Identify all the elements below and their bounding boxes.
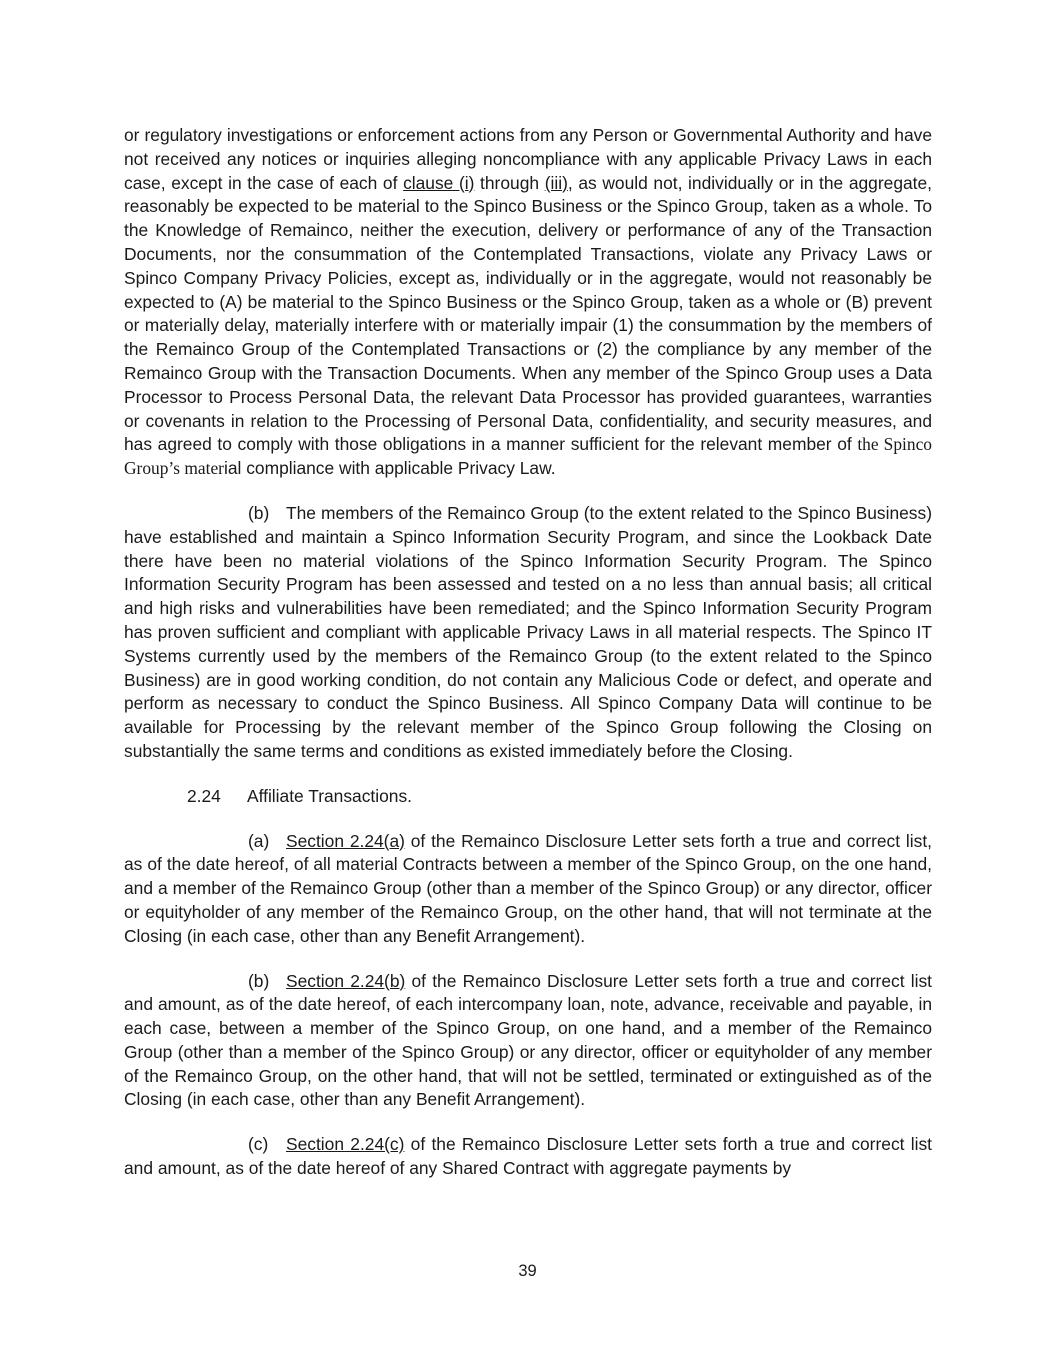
section-reference: Section 2.24(c) (286, 1134, 405, 1155)
text-run-serif: the Spinco Group’s mater (124, 434, 932, 479)
section-number: 2.24 (187, 785, 221, 806)
privacy-paragraph-continued (124, 124, 932, 481)
clause-iii-reference: (iii) (544, 172, 568, 193)
security-paragraph-b (124, 502, 932, 764)
paragraph-label: (c) (248, 1134, 269, 1155)
paragraph-text: of the Remainco Disclosure Letter sets forth a true and correct list and amount, as of the date hereof of any Shared Contract with aggregate payments by (124, 1134, 932, 1179)
text-run: or regulatory investigations or enforcement actions from any Person or Governmental Authority and have not received any notices or inquiries alleging noncompliance with any applicable Privacy Laws in each case, except in the case of each of (124, 125, 932, 193)
paragraph-text: of the Remainco Disclosure Letter sets forth a true and correct list and amount, as of the date hereof, of each intercompany loan, note, advance, receivable and payable, in each case, between a member of the Spinco Group, on one hand, and a member of the Remainco Group (other than a member of the Spinco Group) or any director, officer or equityholder of any member of the Remainco Group, on the other hand, that will not be settled, terminated or extinguished as of the Closing (in each case, other than any Benefit Arrangement). (124, 970, 932, 1110)
paragraph-text: The members of the Remainco Group (to the extent related to the Spinco Business) have established and maintain a Spinco Information Security Program, and since the Lookback Date there have been no material violations of the Spinco Information Security Program. The Spinco Information Security Program has been assessed and tested on a no less than annual basis; all critical and high risks and vulnerabilities have been remediated; and the Spinco Information Security Program has proven sufficient and compliant with applicable Privacy Laws in all material respects. The Spinco IT Systems currently used by the members of the Remainco Group (to the extent related to the Spinco Business) are in good working condition, do not contain any Malicious Code or defect, and operate and perform as necessary to conduct the Spinco Business. All Spinco Company Data will continue to be available for Processing by the relevant member of the Spinco Group following the Closing on substantially the same terms and conditions as existed immediately before the Closing. (124, 502, 932, 761)
page-number: 39 (518, 1262, 537, 1280)
affiliate-paragraph-c (124, 1133, 932, 1181)
section-reference: Section 2.24(a) (286, 830, 405, 851)
paragraph-label: (b) (248, 502, 270, 523)
document-body (124, 124, 932, 1181)
affiliate-paragraph-b (124, 970, 932, 1113)
section-heading (124, 785, 932, 809)
paragraph-text: of the Remainco Disclosure Letter sets forth a true and correct list, as of the date hereof, of all material Contracts between a member of the Spinco Group, on the one hand, and a member of the Remainco Group (other than a member of the Spinco Group) or any director, officer or equityholder of any member of the Remainco Group, on the other hand, that will not terminate at the Closing (in each case, other than any Benefit Arrangement). (124, 830, 932, 946)
section-title: Affiliate Transactions. (247, 785, 412, 806)
paragraph-label: (a) (248, 830, 270, 851)
paragraph-label: (b) (248, 970, 270, 991)
text-run: , as would not, individually or in the aggregate, reasonably be expected to be material to the Spinco Business or the Spinco Group, taken as a whole. To the Knowledge of Remainco, neither the execution, delivery or performance of any of the Transaction Documents, nor the consummation of the Contemplated Transactions, violate any Privacy Laws or Spinco Company Privacy Policies, except as, individually or in the aggregate, would not reasonably be expected to (A) be material to the Spinco Business or the Spinco Group, taken as a whole or (B) prevent or materially delay, materially interfere with or materially impair (1) the consummation by the members of the Remainco Group of the Contemplated Transactions or (2) the compliance by any member of the Remainco Group with the Transaction Documents. When any member of the Spinco Group uses a Data Processor to Process Personal Data, the relevant Data Processor has provided guarantees, warranties or covenants in relation to the Processing of Personal Data, confidentiality, and security measures, and has agreed to comply with those obligations in a manner sufficient for the relevant member of (124, 172, 932, 455)
section-reference: Section 2.24(b) (286, 970, 406, 991)
text-run: ial compliance with applicable Privacy Law. (223, 458, 556, 479)
clause-i-reference: clause (i) (403, 172, 475, 193)
text-run: through (474, 172, 545, 193)
affiliate-paragraph-a (124, 830, 932, 949)
